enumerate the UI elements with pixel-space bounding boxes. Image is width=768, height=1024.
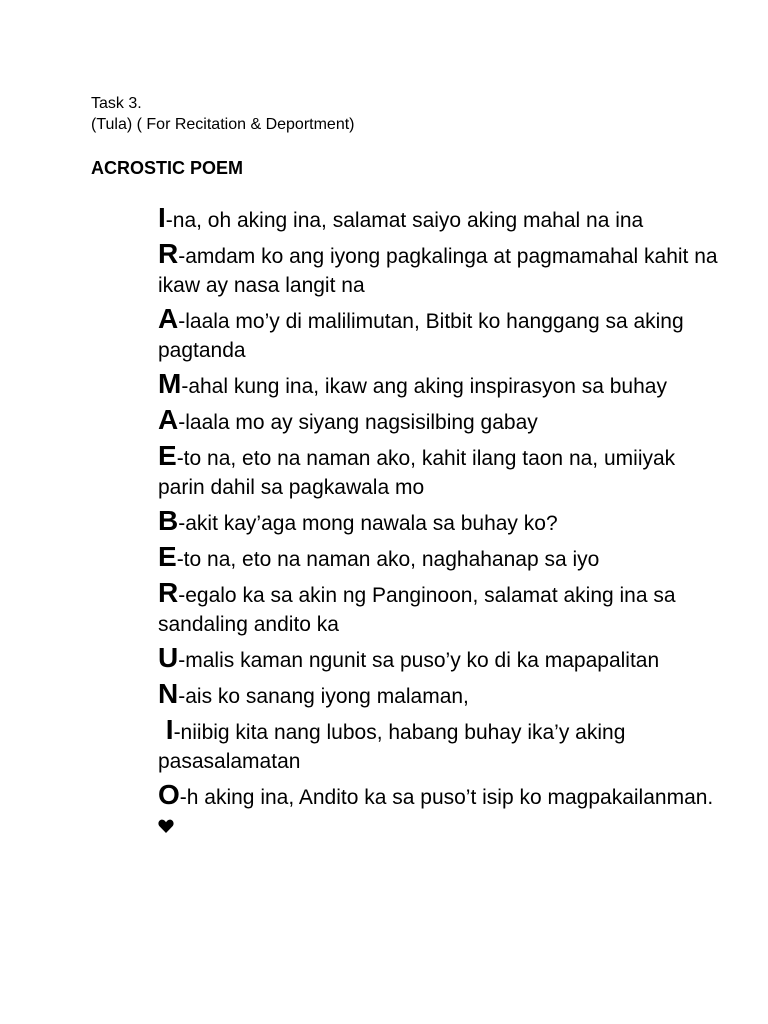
poem-initial: O <box>158 779 180 810</box>
poem-line-text: -amdam ko ang iyong pagkalinga at pagmamahal kahit na ikaw ay nasa langit na <box>158 245 718 297</box>
poem-line-text: -malis kaman ngunit sa puso’y ko di ka mapapalitan <box>178 649 660 672</box>
poem-line-text: -to na, eto na naman ako, kahit ilang taon na, umiiyak parin dahil sa pagkawala mo <box>158 447 676 499</box>
task-label: Task 3. <box>91 95 142 112</box>
poem-initial: U <box>158 642 179 673</box>
poem-line-text: -ahal kung ina, ikaw ang aking inspirasyon sa buhay <box>181 375 667 398</box>
poem-line <box>158 203 718 235</box>
poem-initial: N <box>158 678 179 709</box>
poem-title: ACROSTIC POEM <box>91 158 244 178</box>
poem-line <box>158 304 718 365</box>
poem-line <box>158 405 718 437</box>
poem-line <box>158 679 718 711</box>
acrostic-poem <box>158 203 718 846</box>
poem-line <box>158 542 718 574</box>
task-subtitle: (Tula) ( For Recitation & Deportment) <box>91 116 355 133</box>
poem-initial: I <box>158 202 166 233</box>
poem-line <box>158 578 718 639</box>
poem-line <box>158 369 718 401</box>
poem-initial: A <box>158 404 179 435</box>
poem-initial: R <box>158 238 179 269</box>
poem-line-text: -na, oh aking ina, salamat saiyo aking mahal na ina <box>165 209 644 232</box>
poem-initial: E <box>158 541 177 572</box>
poem-line-text: -laala mo ay siyang nagsisilbing gabay <box>178 411 538 434</box>
poem-line <box>158 780 718 842</box>
task-header <box>91 93 354 135</box>
poem-initial: R <box>158 577 179 608</box>
heart-icon <box>158 813 174 842</box>
poem-line <box>158 643 718 675</box>
poem-line-text: -to na, eto na naman ako, naghahanap sa iyo <box>176 548 600 571</box>
poem-line <box>158 715 718 776</box>
poem-line-text: -egalo ka sa akin ng Panginoon, salamat aking ina sa sandaling andito ka <box>158 584 676 636</box>
poem-line <box>158 441 718 502</box>
poem-line <box>158 506 718 538</box>
poem-line-text: -h aking ina, Andito ka sa puso’t isip ko magpakailanman. <box>179 786 714 809</box>
poem-line-text: -laala mo’y di malilimutan, Bitbit ko hanggang sa aking pagtanda <box>158 310 684 362</box>
poem-initial: I <box>158 714 174 745</box>
poem-line-text: -akit kay’aga mong nawala sa buhay ko? <box>178 512 558 535</box>
poem-line-text: -ais ko sanang iyong malaman, <box>178 685 469 708</box>
poem-initial: M <box>158 368 182 399</box>
poem-line <box>158 239 718 300</box>
poem-initial: E <box>158 440 177 471</box>
poem-initial: A <box>158 303 179 334</box>
poem-initial: B <box>158 505 179 536</box>
poem-line-text: -niibig kita nang lubos, habang buhay ika’y aking pasasalamatan <box>158 721 626 773</box>
